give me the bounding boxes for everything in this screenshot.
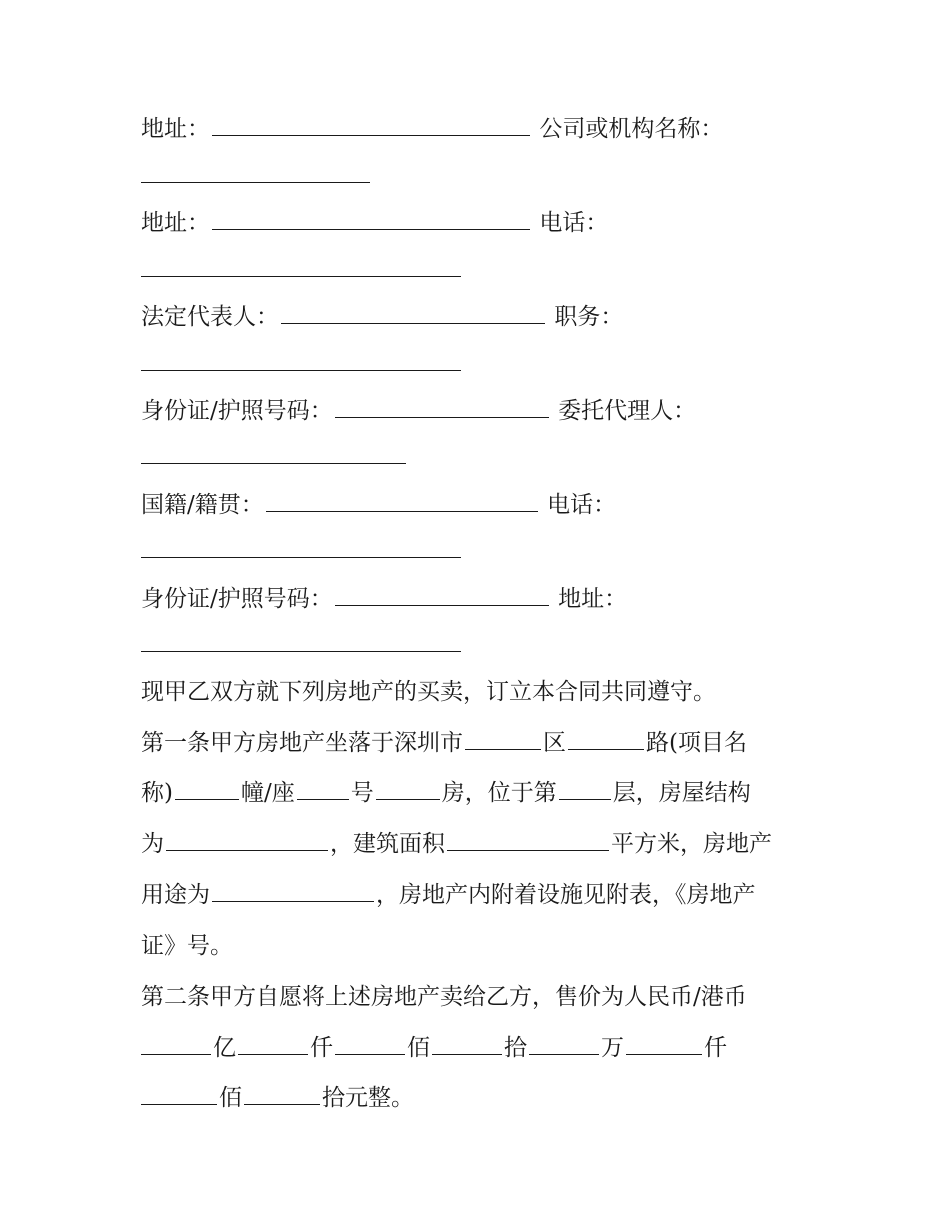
qian2-label: 仟 — [704, 1035, 727, 1061]
article-2-text: 第二条甲方自愿将上述房地产卖给乙方，售价为人民币/港币 — [141, 984, 747, 1010]
legal-representative-blank[interactable] — [281, 303, 545, 324]
intro-paragraph — [141, 677, 716, 707]
agent-label: 委托代理人： — [558, 398, 697, 424]
address-label: 地址： — [141, 116, 210, 142]
article-1-line-5 — [141, 931, 233, 961]
yi-blank[interactable] — [141, 1034, 211, 1055]
company-name-label: 公司或机构名称： — [539, 116, 724, 142]
usage-label: 用途为 — [141, 882, 210, 908]
id-passport-blank[interactable] — [335, 585, 549, 606]
project-name-blank[interactable] — [175, 779, 239, 800]
article-1-line-1 — [141, 728, 747, 758]
intro-text: 现甲乙双方就下列房地产的买卖，订立本合同共同遵守。 — [141, 679, 716, 705]
shi-label: 拾 — [504, 1035, 527, 1061]
shi-blank[interactable] — [432, 1034, 502, 1055]
district-label: 区 — [543, 730, 566, 756]
bai2-label: 佰 — [219, 1085, 242, 1111]
id-passport-row-1 — [141, 396, 696, 426]
legal-representative-row — [141, 302, 623, 332]
phone-label: 电话： — [539, 210, 609, 236]
yuan-label: 拾元整。 — [322, 1085, 414, 1111]
phone-blank[interactable] — [141, 276, 461, 277]
road-blank[interactable] — [568, 729, 644, 750]
certificate-text: 证》号。 — [141, 933, 233, 959]
nationality-label: 国籍/籍贯： — [141, 492, 264, 518]
yi-label: 亿 — [213, 1035, 236, 1061]
building-label: 幢/座 — [240, 780, 295, 806]
wan-label: 万 — [601, 1035, 624, 1061]
number-blank[interactable] — [376, 779, 440, 800]
square-meter-label: 平方米，房地产 — [611, 831, 772, 857]
facilities-text: ，房地产内附着设施见附表，《房地产 — [376, 882, 756, 908]
address-row-2 — [141, 208, 608, 238]
id-passport-label: 身份证/护照号码： — [141, 398, 333, 424]
article-2-line-1 — [141, 982, 747, 1012]
bai2-blank[interactable] — [141, 1084, 217, 1105]
article-2-line-2 — [141, 1033, 727, 1063]
phone-label: 电话： — [547, 492, 617, 518]
article-1-line-4 — [141, 880, 756, 910]
qian-blank[interactable] — [238, 1034, 308, 1055]
address-blank[interactable] — [141, 651, 461, 652]
road-label: 路(项目名 — [646, 730, 747, 756]
structure-label: 为 — [141, 831, 164, 857]
id-passport-label: 身份证/护照号码： — [141, 586, 333, 612]
address-label: 地址： — [141, 210, 210, 236]
shi2-blank[interactable] — [244, 1084, 320, 1105]
address-blank[interactable] — [212, 115, 530, 136]
position-label: 职务： — [554, 304, 624, 330]
project-name-label: 称) — [141, 780, 173, 806]
id-passport-row-2 — [141, 584, 627, 614]
address-row-1 — [141, 114, 723, 144]
article-1-text: 第一条甲方房地产坐落于深圳市 — [141, 730, 463, 756]
bai-blank[interactable] — [335, 1034, 405, 1055]
district-blank[interactable] — [465, 729, 541, 750]
address-label: 地址： — [558, 586, 628, 612]
legal-representative-label: 法定代表人： — [141, 304, 279, 330]
id-passport-blank[interactable] — [335, 397, 549, 418]
phone-blank[interactable] — [141, 557, 461, 558]
address-blank[interactable] — [212, 209, 530, 230]
nationality-row — [141, 490, 616, 520]
building-blank[interactable] — [297, 779, 349, 800]
structure-blank[interactable] — [166, 830, 328, 851]
floor-blank[interactable] — [559, 779, 611, 800]
agent-blank[interactable] — [141, 463, 406, 464]
article-2-line-3 — [141, 1083, 414, 1113]
room-label: 房，位于第 — [441, 780, 557, 806]
company-name-blank[interactable] — [141, 182, 370, 183]
usage-blank[interactable] — [212, 881, 374, 902]
article-1-line-2 — [141, 778, 751, 808]
qian2-blank[interactable] — [626, 1034, 702, 1055]
qian-label: 仟 — [310, 1035, 333, 1061]
floor-label: 层，房屋结构 — [612, 780, 751, 806]
bai-label: 佰 — [407, 1035, 430, 1061]
wan-blank[interactable] — [529, 1034, 599, 1055]
number-label: 号 — [350, 780, 374, 806]
article-1-line-3 — [141, 829, 772, 859]
nationality-blank[interactable] — [266, 491, 538, 512]
position-blank[interactable] — [141, 370, 461, 371]
floor-area-blank[interactable] — [447, 830, 609, 851]
floor-area-label: ，建筑面积 — [330, 831, 445, 857]
